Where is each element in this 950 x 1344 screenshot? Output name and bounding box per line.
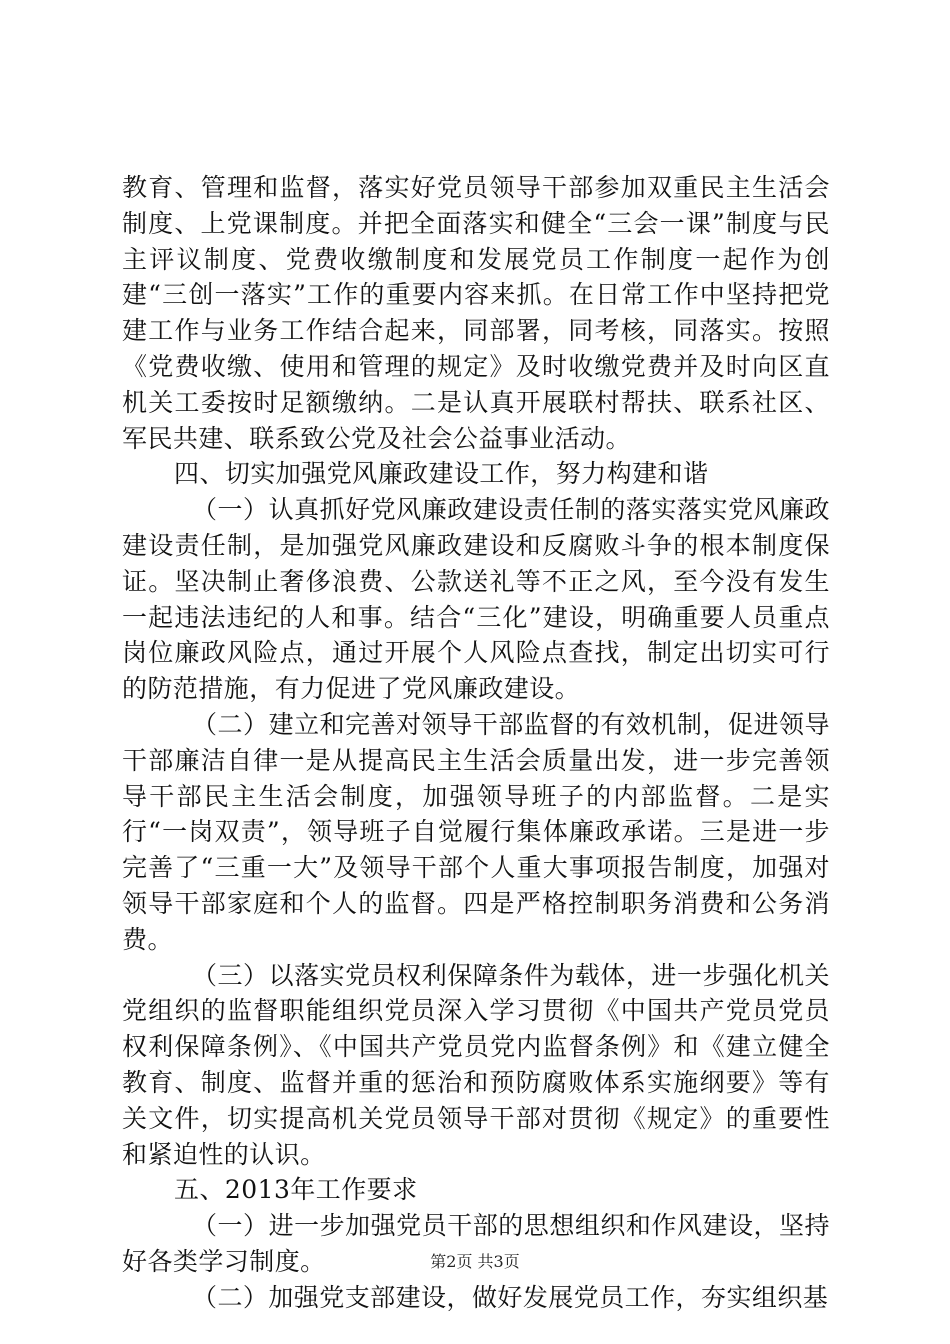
section-heading-4: 四、切实加强党风廉政建设工作，努力构建和谐 (174, 459, 709, 489)
paragraph-4-1: （一）认真抓好党风廉政建设责任制的落实落实党风廉政建设责任制，是加强党风廉政建设和反腐败斗争的根本制度保证。坚决制止奢侈浪费、公款送礼等不正之风，至今没有发生一起违法违纪的人和事。结合“三化”建设，明确重要人员重点岗位廉政风险点，通过开展个人风险点查找，制定出切实可行的防范措施，有力促进了党风廉政建设。 (122, 495, 830, 704)
page-number-footer: 第2页 共3页 (430, 1252, 520, 1271)
section-heading-5: 五、2013年工作要求 (174, 1175, 418, 1205)
paragraph-4-2: （二）建立和完善对领导干部监督的有效机制，促进领导干部廉洁自律一是从提高民主生活会质量出发，进一步完善领导干部民主生活会制度，加强领导班子的内部监督。二是实行“一岗双责”，领导班子自觉履行集体廉政承诺。三是进一步完善了“三重一大”及领导干部个人重大事项报告制度，加强对领导干部家庭和个人的监督。四是严格控制职务消费和公务消费。 (122, 709, 830, 954)
paragraph-4-3: （三）以落实党员权利保障条件为载体，进一步强化机关党组织的监督职能组织党员深入学习贯彻《中国共产党员党员权利保障条例》、《中国共产党员党内监督条例》和《建立健全教育、制度、监督并重的惩治和预防腐败体系实施纲要》等有关文件，切实提高机关党员领导干部对贯彻《规定》的重要性和紧迫性的认识。 (122, 960, 830, 1169)
document-body (122, 170, 830, 1316)
paragraph-5-1: （一）进一步加强党员干部的思想组织和作风建设，坚持好各类学习制度。 (122, 1211, 830, 1276)
paragraph-continued: 教育、管理和监督，落实好党员领导干部参加双重民主生活会制度、上党课制度。并把全面落实和健全“三会一课”制度与民主评议制度、党费收缴制度和发展党员工作制度一起作为创建“三创一落实”工作的重要内容来抓。在日常工作中坚持把党建工作与业务工作结合起来，同部署，同考核，同落实。按照《党费收缴、使用和管理的规定》及时收缴党费并及时向区直机关工委按时足额缴纳。二是认真开展联村帮扶、联系社区、军民共建、联系致公党及社会公益事业活动。 (122, 173, 830, 453)
paragraph-5-2: （二）加强党支部建设，做好发展党员工作，夯实组织基 (192, 1282, 829, 1312)
